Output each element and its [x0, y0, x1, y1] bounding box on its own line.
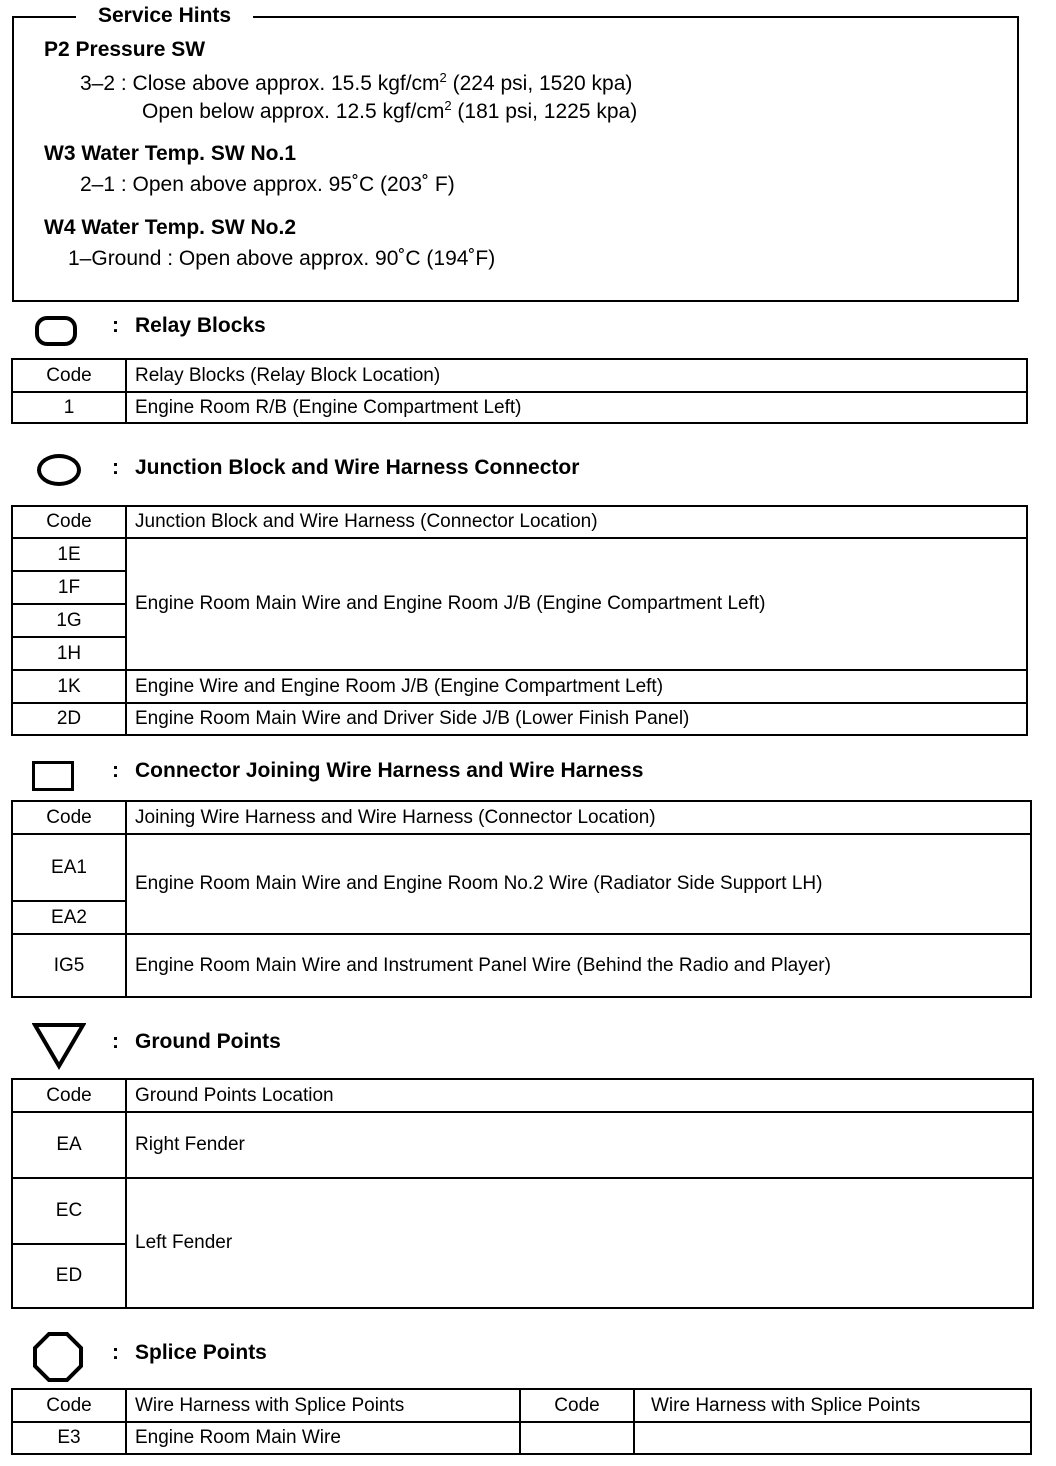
header-code: Code — [12, 1079, 126, 1112]
header-code: Code — [12, 506, 126, 538]
cell-code: EA1 — [12, 834, 126, 901]
table-header-row — [12, 1079, 1033, 1112]
hint-line-p2-2: Open below approx. 12.5 kgf/$cm^2$ (181 psi, 1225 kpa) — [142, 98, 638, 123]
cell-desc: Engine Wire and Engine Room J/B (Engine Compartment Left) — [126, 670, 1027, 703]
hint-head-w3: W3 Water Temp. SW No.1 — [44, 142, 297, 165]
hint-line-w3: 2–1 : Open above approx. 95˚C (203˚ F) — [80, 173, 455, 196]
header-desc-2: Wire Harness with Splice Points — [634, 1389, 1031, 1422]
cell-code: ED — [12, 1244, 126, 1308]
table-header-row — [12, 1389, 1031, 1422]
splice-points-title: Splice Points — [135, 1341, 267, 1364]
cell-desc: Engine Room Main Wire and Instrument Panel Wire (Behind the Radio and Player) — [126, 934, 1031, 997]
colon: : — [112, 456, 119, 479]
cell-desc: Engine Room Main Wire and Engine Room J/B (Engine Compartment Left) — [126, 538, 1027, 670]
table-header-row — [12, 359, 1027, 392]
ground-points-table — [11, 1078, 1034, 1309]
hint-line-w4: 1–Ground : Open above approx. 90˚C (194˚F) — [68, 247, 496, 270]
table-row — [12, 392, 1027, 423]
header-code-1: Code — [12, 1389, 126, 1422]
cell-code: EA2 — [12, 901, 126, 934]
cell-desc: Engine Room R/B (Engine Compartment Left) — [126, 392, 1027, 423]
table-row — [12, 834, 1031, 901]
header-code: Code — [12, 359, 126, 392]
cell-desc-2 — [634, 1422, 1031, 1454]
service-hints-title: Service Hints — [76, 4, 253, 28]
hint-head-p2: P2 Pressure SW — [44, 38, 206, 61]
relay-blocks-table — [11, 358, 1028, 424]
cell-code-1: E3 — [12, 1422, 126, 1454]
colon: : — [112, 1341, 119, 1364]
table-row — [12, 703, 1027, 735]
octagon-icon — [32, 1331, 84, 1383]
table-row — [12, 538, 1027, 571]
cell-code: 2D — [12, 703, 126, 735]
header-desc-1: Wire Harness with Splice Points — [126, 1389, 520, 1422]
cell-desc: Engine Room Main Wire and Driver Side J/B (Lower Finish Panel) — [126, 703, 1027, 735]
junction-blocks-title: Junction Block and Wire Harness Connector — [135, 456, 580, 479]
header-desc: Ground Points Location — [126, 1079, 1033, 1112]
cell-code: EA — [12, 1112, 126, 1178]
cell-code-2 — [520, 1422, 634, 1454]
cell-desc: Engine Room Main Wire and Engine Room No.2 Wire (Radiator Side Support LH) — [126, 834, 1031, 934]
connectors-title: Connector Joining Wire Harness and Wire Harness — [135, 759, 644, 782]
table-row — [12, 1178, 1033, 1244]
table-row — [12, 1112, 1033, 1178]
cell-code: EC — [12, 1178, 126, 1244]
header-desc: Relay Blocks (Relay Block Location) — [126, 359, 1027, 392]
splice-points-table — [11, 1388, 1032, 1455]
connectors-table — [11, 800, 1032, 998]
table-row — [12, 1422, 1031, 1454]
cell-code: 1E — [12, 538, 126, 571]
ground-points-title: Ground Points — [135, 1030, 281, 1053]
cell-desc-1: Engine Room Main Wire — [126, 1422, 520, 1454]
triangle-down-icon — [32, 1022, 86, 1070]
table-row — [12, 670, 1027, 703]
cell-code: IG5 — [12, 934, 126, 997]
cell-code: 1G — [12, 604, 126, 637]
header-code: Code — [12, 801, 126, 834]
rectangle-icon — [32, 761, 74, 791]
cell-desc: Left Fender — [126, 1178, 1033, 1308]
hint-line-p2-1: 3–2 : Close above approx. 15.5 kgf/$cm^2$ (224 psi, 1520 kpa) — [80, 70, 633, 95]
junction-blocks-table — [11, 505, 1028, 736]
colon: : — [112, 759, 119, 782]
table-row — [12, 934, 1031, 997]
colon: : — [112, 1030, 119, 1053]
colon: : — [112, 314, 119, 337]
cell-desc: Right Fender — [126, 1112, 1033, 1178]
header-desc: Junction Block and Wire Harness (Connector Location) — [126, 506, 1027, 538]
cell-code: 1 — [12, 392, 126, 423]
cell-code: 1F — [12, 571, 126, 604]
table-header-row — [12, 506, 1027, 538]
rounded-rect-icon — [35, 316, 77, 346]
header-desc: Joining Wire Harness and Wire Harness (Connector Location) — [126, 801, 1031, 834]
header-code-2: Code — [520, 1389, 634, 1422]
cell-code: 1H — [12, 637, 126, 670]
table-header-row — [12, 801, 1031, 834]
relay-blocks-title: Relay Blocks — [135, 314, 266, 337]
cell-code: 1K — [12, 670, 126, 703]
oval-icon — [37, 454, 81, 486]
hint-head-w4: W4 Water Temp. SW No.2 — [44, 216, 297, 239]
